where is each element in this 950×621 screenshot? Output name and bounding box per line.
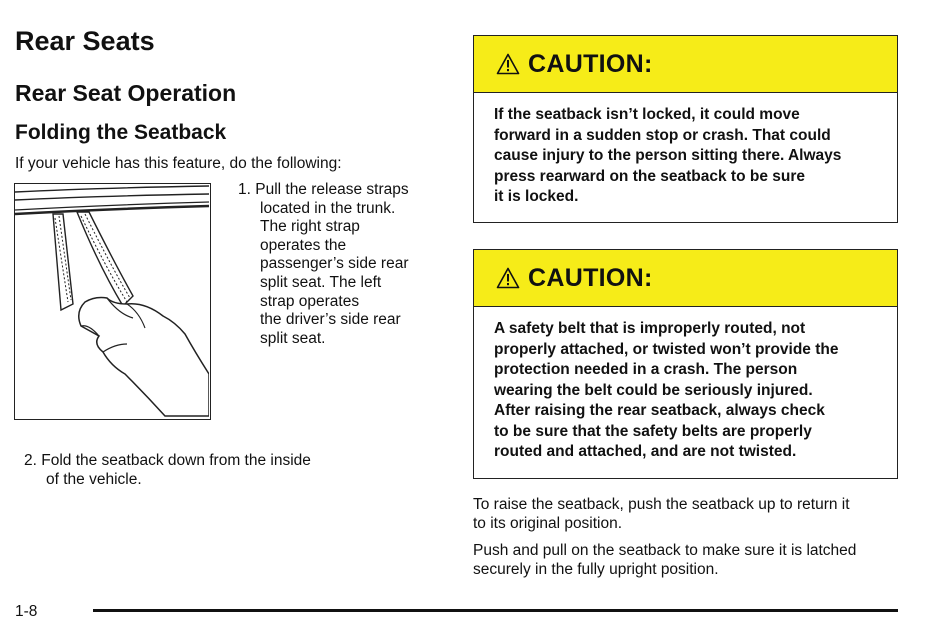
intro-text: If your vehicle has this feature, do the following: (15, 155, 342, 172)
step-1-line: located in the trunk. (260, 199, 396, 217)
caution-text (474, 307, 897, 463)
step-2-line: 2. Fold the seatback down from the inside (24, 452, 311, 469)
subsection-heading: Folding the Seatback (15, 121, 227, 144)
footer-rule (93, 609, 898, 612)
caution-line: press rearward on the seatback to be sure (494, 167, 805, 185)
caution-line: forward in a sudden stop or crash. That could (494, 126, 831, 144)
caution-line: protection needed in a crash. The person (494, 361, 798, 378)
step-1-line: split seat. (260, 329, 326, 347)
step-2 (24, 451, 444, 489)
caution-line: to be sure that the safety belts are properly (494, 422, 812, 440)
caution-label: CAUTION: (528, 263, 653, 292)
step-1-line: the driver’s side rear (260, 311, 401, 329)
caution-line: routed and attached, and are not twisted. (494, 443, 797, 460)
step-1-line: strap operates (260, 292, 360, 310)
step-1 (238, 181, 468, 348)
hand-pulling-strap-icon (15, 184, 209, 418)
paragraph-raise-seatback (473, 495, 913, 533)
paragraph-line: Push and pull on the seatback to make sure it is latched (473, 542, 857, 559)
release-strap-illustration (14, 183, 211, 420)
caution-line: wearing the belt could be seriously injured. (494, 381, 813, 399)
paragraph-line: to its original position. (473, 515, 623, 532)
section-heading: Rear Seat Operation (15, 80, 237, 106)
caution-line: If the seatback isn’t locked, it could move (494, 106, 800, 123)
step-1-line: operates the (260, 236, 347, 254)
caution-line: After raising the rear seatback, always check (494, 402, 825, 419)
page-title: Rear Seats (15, 26, 155, 56)
caution-box-safety-belt (473, 249, 898, 479)
paragraph-line: securely in the fully upright position. (473, 561, 719, 578)
warning-triangle-icon (496, 267, 520, 289)
caution-line: it is locked. (494, 188, 579, 205)
paragraph-line: To raise the seatback, push the seatback up to return it (473, 496, 850, 513)
paragraph-check-latched (473, 541, 913, 579)
caution-line: cause injury to the person sitting there. Always (494, 147, 842, 164)
warning-triangle-icon (496, 53, 520, 75)
caution-line: A safety belt that is improperly routed, not (494, 320, 806, 337)
step-1-line: passenger’s side rear (260, 255, 409, 273)
caution-label: CAUTION: (528, 49, 653, 78)
caution-text (474, 93, 897, 208)
caution-line: properly attached, or twisted won’t provide the (494, 340, 839, 358)
step-1-line: The right strap (260, 218, 360, 236)
step-1-line: 1. Pull the release straps (238, 181, 409, 198)
page-number: 1-8 (15, 603, 38, 620)
step-1-line: split seat. The left (260, 273, 382, 291)
caution-header (474, 250, 897, 307)
caution-header (474, 36, 897, 93)
caution-box-seatback-lock (473, 35, 898, 223)
step-2-line: of the vehicle. (46, 471, 142, 488)
